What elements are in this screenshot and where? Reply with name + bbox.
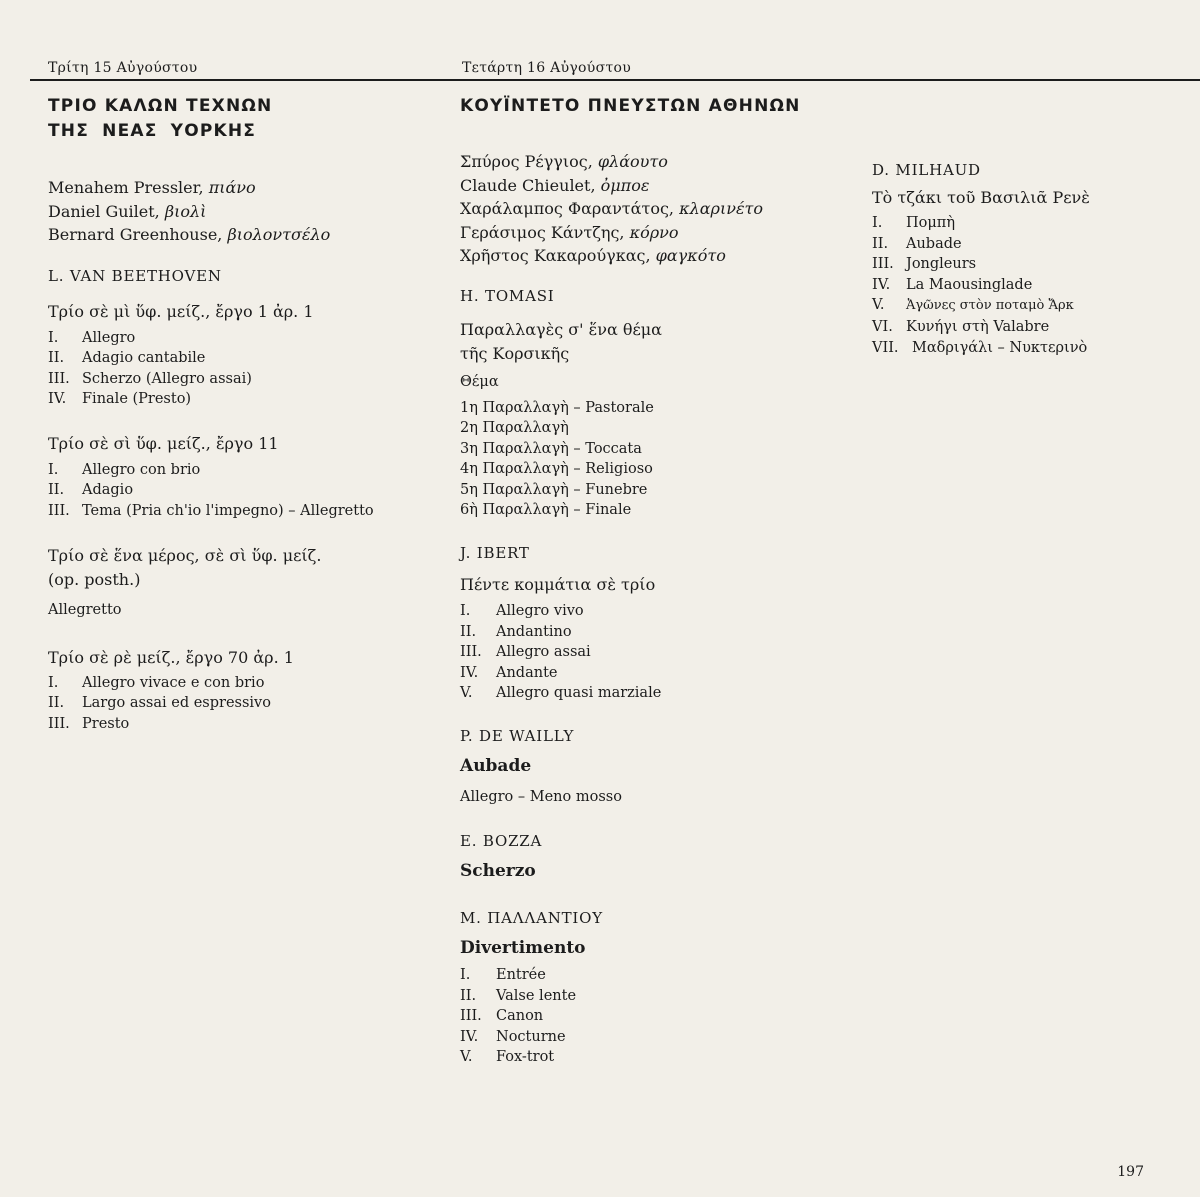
variation-item: 6ὴ Παραλλαγὴ – Finale xyxy=(460,502,632,519)
movement-item: V. Fox-trot xyxy=(460,1049,555,1066)
ensemble-title-line1: ΤΡΙΟ ΚΑΛΩΝ ΤΕΧΝΩΝ xyxy=(48,96,273,116)
work-title: Τρίο σὲ ἕνα μέρος, σὲ σὶ ὕφ. μείζ. xyxy=(48,545,322,565)
variation-item: 2η Παραλλαγὴ xyxy=(460,420,569,437)
header-date-center: Τετάρτη 16 Αὐγούστου xyxy=(462,60,632,76)
performer: Daniel Guilet, βιολὶ xyxy=(48,201,207,221)
work-title: Scherzo xyxy=(460,861,536,882)
work-title: Τρίο σὲ σὶ ὕφ. μείζ., ἔργο 11 xyxy=(48,433,279,453)
movement-item: III. Tema (Pria ch'io l'impegno) – Allegretto xyxy=(48,503,374,520)
movement-item: II. Andantino xyxy=(460,623,572,640)
movement-list xyxy=(48,460,428,522)
movement-list xyxy=(460,601,850,704)
performer-list xyxy=(460,150,850,268)
composer-name: J. IBERT xyxy=(460,544,530,563)
movement-item: III. Canon xyxy=(460,1008,544,1025)
composer-name: H. TOMASI xyxy=(460,286,555,305)
composer-name: Μ. ΠΑΛΛΑΝΤΙΟΥ xyxy=(460,909,603,928)
movement-list xyxy=(48,328,428,410)
variation-item: 3η Παραλλαγὴ – Toccata xyxy=(460,440,642,457)
movement-item: I. Πομπὴ xyxy=(872,215,956,231)
movement-list xyxy=(872,213,1200,358)
movement-item: IV. Finale (Presto) xyxy=(48,391,192,408)
performer: Σπύρος Ρέγγιος, φλάουτο xyxy=(460,152,668,171)
work-title: Πέντε κομμάτια σὲ τρίο xyxy=(460,575,656,595)
movement-item: II. Valse lente xyxy=(460,987,577,1004)
movement-item: IV. La Maousinglade xyxy=(872,276,1033,293)
variation-item: 1η Παραλλαγὴ – Pastorale xyxy=(460,399,654,416)
movement-item: I. Allegro xyxy=(48,329,136,346)
work-opus-note: (op. posth.) xyxy=(48,569,141,589)
ensemble-title-line2: ΤΗΣ ΝΕΑΣ ΥΟΡΚΗΣ xyxy=(48,121,257,141)
movement-item: II. Adagio cantabile xyxy=(48,350,206,367)
movement-list xyxy=(460,965,850,1068)
composer-name: P. DE WAILLY xyxy=(460,727,575,746)
work-title-line2: τῆς Κορσικῆς xyxy=(460,343,570,363)
movement-item: IV. Andante xyxy=(460,664,558,681)
work-title: Παραλλαγὲς σ' ἕνα θέμα xyxy=(460,319,662,339)
movement-item: VI. Κυνήγι στὴ Valabre xyxy=(872,318,1050,335)
column-quintet xyxy=(460,94,850,1068)
movement-item: IV. Nocturne xyxy=(460,1028,566,1045)
movement-item: VII. Μαδριγάλι – Νυκτερινὸ xyxy=(872,339,1088,356)
performer: Bernard Greenhouse, βιολοντσέλο xyxy=(48,225,331,244)
tempo-marking: Allegro – Meno mosso xyxy=(460,789,622,806)
movement-item: III. Scherzo (Allegro assai) xyxy=(48,370,252,387)
header-rule xyxy=(30,79,1200,81)
movement-item: V. Allegro quasi marziale xyxy=(460,685,662,702)
theme-label: Θέμα xyxy=(460,373,499,390)
ensemble-title: ΚΟΥΪΝΤΕΤΟ ΠΝΕΥΣΤΩΝ ΑΘΗΝΩΝ xyxy=(460,96,801,116)
movement-item: II. Aubade xyxy=(872,235,962,252)
movement-item: I. Allegro vivo xyxy=(460,603,584,620)
performer: Χαράλαμπος Φαραντάτος, κλαρινέτο xyxy=(460,199,764,218)
movement-item: III. Jongleurs xyxy=(872,256,977,273)
performer: Χρῆστος Κακαρούγκας, φαγκότο xyxy=(460,246,726,265)
composer-name: E. BOZZA xyxy=(460,832,543,851)
composer-name: D. MILHAUD xyxy=(872,161,981,179)
variation-item: 5η Παραλλαγὴ – Funebre xyxy=(460,481,648,498)
movement-item: V. Ἀγῶνες στὸν ποταμὸ Ἄρκ xyxy=(872,297,1074,314)
variation-list xyxy=(460,398,850,522)
movement-item: I. Allegro vivace e con brio xyxy=(48,674,265,691)
movement-list xyxy=(48,673,428,735)
work-title: Τρίο σὲ μὶ ὕφ. μείζ., ἔργο 1 ἀρ. 1 xyxy=(48,301,314,321)
work-title: Aubade xyxy=(460,756,532,777)
movement-item: III. Allegro assai xyxy=(460,644,591,661)
work-title: Τρίο σὲ ρὲ μείζ., ἔργο 70 ἀρ. 1 xyxy=(48,647,294,667)
performer-list xyxy=(48,176,428,247)
variation-item: 4η Παραλλαγὴ – Religioso xyxy=(460,461,653,478)
movement-item: I. Allegro con brio xyxy=(48,461,201,478)
composer-name: L. VAN BEETHOVEN xyxy=(48,266,222,285)
work-title: Τὸ τζάκι τοῦ Βασιλιᾶ Ρενὲ xyxy=(872,188,1090,207)
performer: Γεράσιμος Κάντζης, κόρνο xyxy=(460,222,679,242)
column-milhaud xyxy=(872,160,1200,358)
page-number: 197 xyxy=(1117,1164,1144,1180)
work-title: Divertimento xyxy=(460,938,586,959)
movement-item: III. Presto xyxy=(48,715,130,732)
tempo-marking: Allegretto xyxy=(48,601,122,618)
column-trio xyxy=(48,94,428,734)
movement-item: II. Adagio xyxy=(48,482,134,499)
movement-item: I. Entrée xyxy=(460,967,546,984)
movement-item: II. Largo assai ed espressivo xyxy=(48,695,271,712)
performer: Claude Chieulet, ὀμποε xyxy=(460,175,650,195)
header-date-left: Τρίτη 15 Αὐγούστου xyxy=(48,60,198,76)
performer: Menahem Pressler, πιάνο xyxy=(48,178,256,197)
